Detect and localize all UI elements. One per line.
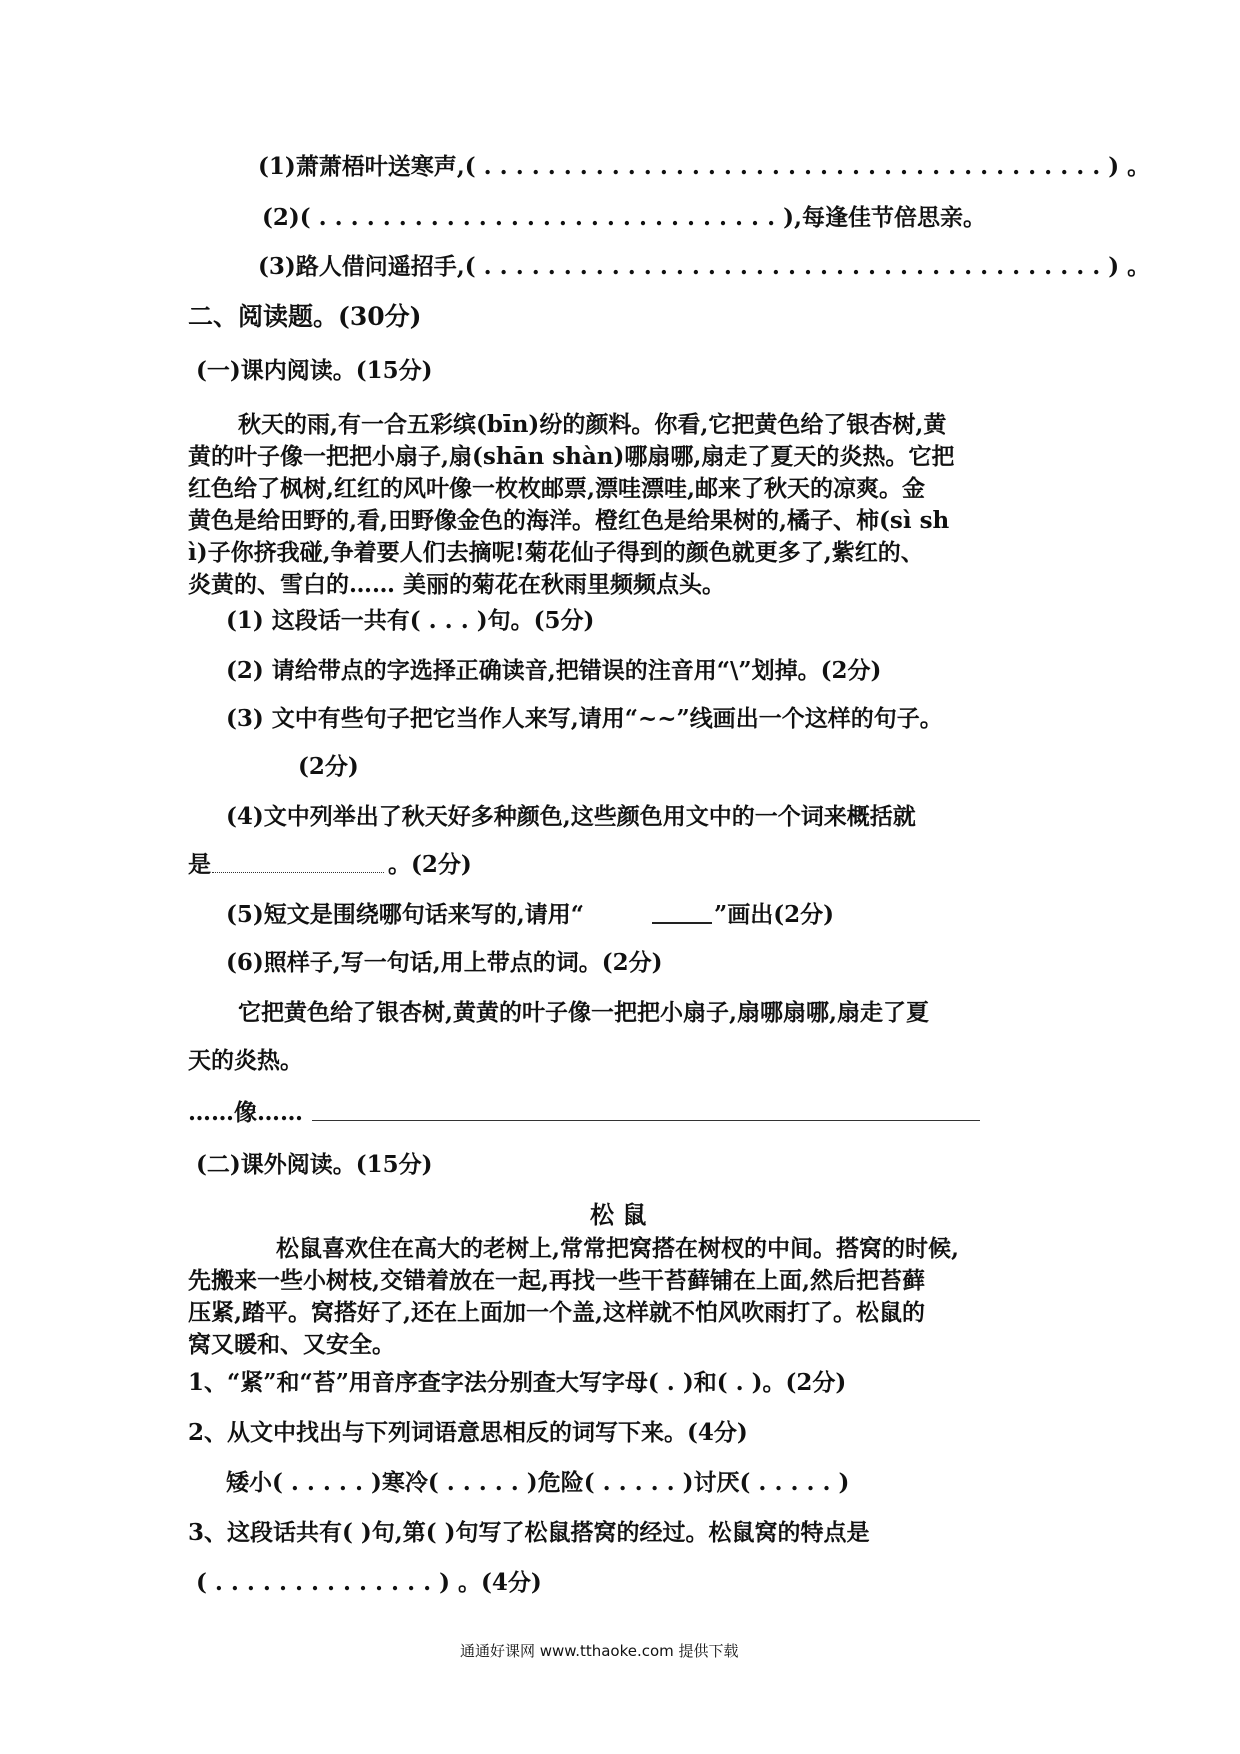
reading-question-3: (3) 文中有些句子把它当作人来写,请用“~~”线画出一个这样的句子。 <box>226 705 943 732</box>
example-sentence: 它把黄色给了银杏树,黄黄的叶子像一把把小扇子,扇哪扇哪,扇走了夏 <box>238 999 930 1026</box>
passage-line: 黄色是给田野的,看,田野像金色的海洋。橙红色是给果树的,橘子、柿(sì sh <box>188 507 950 534</box>
passage-line: 窝又暖和、又安全。 <box>188 1331 395 1358</box>
passage-line: 红色给了枫树,红红的风叶像一枚枚邮票,漂哇漂哇,邮来了秋天的凉爽。金 <box>188 475 926 502</box>
extra-question-3-answer: ( . . . . . . . . . . . . . . ) 。(4分) <box>196 1569 542 1596</box>
passage-line: 松鼠喜欢住在高大的老树上,常常把窝搭在树杈的中间。搭窝的时候, <box>276 1235 960 1262</box>
reading-question-3-score: (2分) <box>298 753 359 780</box>
passage-line: 炎黄的、雪白的…… 美丽的菊花在秋雨里频频点头。 <box>188 571 726 598</box>
extra-question-2: 2、从文中找出与下列词语意思相反的词写下来。(4分) <box>188 1419 748 1446</box>
example-sentence: 天的炎热。 <box>188 1047 303 1074</box>
passage-line: 黄的叶子像一把把小扇子,扇(shān shàn)哪扇哪,扇走了夏天的炎热。它把 <box>188 443 955 470</box>
answer-line[interactable] <box>312 1120 980 1121</box>
extra-question-3: 3、这段话共有( )句,第( )句写了松鼠搭窝的经过。松鼠窝的特点是 <box>188 1519 870 1546</box>
part2-heading: (二)课外阅读。(15分) <box>196 1151 433 1178</box>
reading-question-4: (4)文中列举出了秋天好多种颜色,这些颜色用文中的一个词来概括就 <box>226 803 916 830</box>
passage-line: 压紧,踏平。窝搭好了,还在上面加一个盖,这样就不怕风吹雨打了。松鼠的 <box>188 1299 926 1326</box>
extra-question-1: 1、“紧”和“苔”用音序查字法分别查大写字母( . )和( . )。(2分) <box>188 1369 847 1396</box>
reading-question-5-suffix: ”画出(2分) <box>714 901 834 928</box>
poem-question-1: (1)萧萧梧叶送寒声,( . . . . . . . . . . . . . . . . . . . . . . . . . . . . . . . . . . . . . . . ) 。 <box>258 153 1151 180</box>
reading-question-5: (5)短文是围绕哪句话来写的,请用“ <box>226 901 585 928</box>
passage-line: 先搬来一些小树枝,交错着放在一起,再找一些干苔藓铺在上面,然后把苔藓 <box>188 1267 926 1294</box>
poem-question-2: (2)( . . . . . . . . . . . . . . . . . . . . . . . . . . . . . ),每逢佳节倍思亲。 <box>262 204 986 231</box>
reading-question-6: (6)照样子,写一句话,用上带点的词。(2分) <box>226 949 663 976</box>
footer-text: 通通好课网 www.tthaoke.com 提供下载 <box>460 1642 739 1660</box>
passage-title: 松 鼠 <box>590 1200 647 1229</box>
reading-question-4-prefix: 是 <box>188 851 211 878</box>
sentence-pattern: ……像…… <box>188 1099 303 1126</box>
reading-question-1: (1) 这段话一共有( . . . )句。(5分) <box>226 607 595 634</box>
underline-sample <box>652 922 712 924</box>
passage-line: 秋天的雨,有一合五彩缤(bīn)纷的颜料。你看,它把黄色给了银杏树,黄 <box>238 411 947 438</box>
extra-question-2-items: 矮小( . . . . . )寒冷( . . . . . )危险( . . . . . )讨厌( . . . . . ) <box>226 1469 850 1496</box>
passage-line: ì)子你挤我碰,争着要人们去摘呢!菊花仙子得到的颜色就更多了,紫红的、 <box>188 539 924 566</box>
reading-question-4-suffix: 。(2分) <box>388 851 472 878</box>
answer-blank[interactable] <box>212 872 384 873</box>
section-heading-reading: 二、阅读题。(30分) <box>188 302 422 331</box>
poem-question-3: (3)路人借问遥招手,( . . . . . . . . . . . . . . . . . . . . . . . . . . . . . . . . . . . . . . . ) 。 <box>258 253 1151 280</box>
reading-question-2: (2) 请给带点的字选择正确读音,把错误的注音用“\”划掉。(2分) <box>226 657 882 684</box>
part1-heading: (一)课内阅读。(15分) <box>196 357 433 384</box>
